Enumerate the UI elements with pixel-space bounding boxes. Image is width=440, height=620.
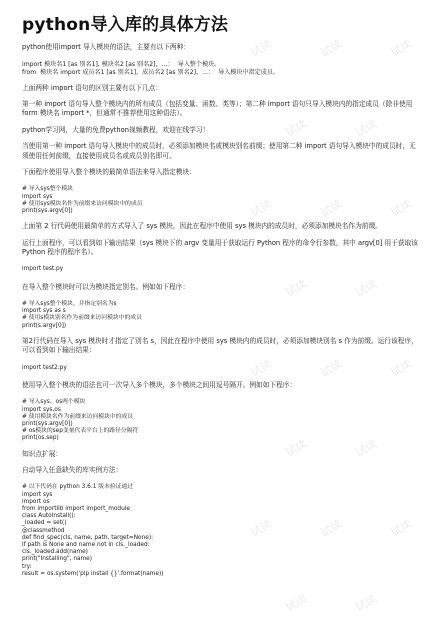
code-line: print(sys.argv[0]) — [22, 420, 73, 427]
watermark: 试读 — [388, 517, 415, 540]
output-line: import test2.py — [22, 364, 67, 371]
code-line: # 使用sys模块名作为前缀来访问模块中的成员 — [22, 200, 143, 207]
code-line: try: — [22, 563, 32, 570]
watermark: 试读 — [353, 592, 380, 615]
watermark: 试读 — [283, 277, 310, 300]
auto-intro: 自动导入任意缺失的库实例方法： — [22, 465, 123, 474]
watermark: 试读 — [388, 197, 415, 220]
extension-heading: 知识点扩展： — [22, 449, 63, 458]
code-line: import sys — [22, 193, 53, 200]
watermark: 试读 — [353, 437, 380, 460]
code-line: import os — [22, 498, 50, 505]
code-line: cls._loaded.add(name) — [22, 549, 88, 556]
diff-heading: 上面两种 import 语句的区别主要有以下几点： — [22, 83, 163, 92]
code-line: print("Installing", name) — [22, 556, 93, 563]
code-line: @classmethod — [22, 527, 65, 534]
diff-paragraph: 第一种 import 语句导入整个模块内的所有成员（包括变量、函数、类等）；第二种 import 语句只导入模块内的指定成员（除非使用 form 模块名 import *，但通常不推荐使用这种语法）。 — [22, 100, 413, 118]
output-block — [22, 365, 418, 372]
code-line: print(os.sep) — [22, 435, 59, 442]
watermark: 试读 — [248, 197, 275, 220]
code-line: import sys,os — [22, 406, 61, 413]
watermark: 试读 — [318, 357, 345, 380]
code-block — [22, 186, 418, 215]
code-line: print(s.argv[0]) — [22, 322, 67, 329]
code-line: import sys — [22, 491, 53, 498]
explain-paragraph: 第2行代码在导入 sys 模块时才指定了别名 s，因此在程序中使用 sys 模块内的成员时，必须添加模块别名 s 作为前缀。运行该程序，可以看到如下输出结果： — [22, 336, 418, 355]
code-block — [22, 301, 418, 330]
code-line: print(sys.argv[0]) — [22, 208, 73, 215]
code-line: # 使用s模块别名作为前缀来访问模块中的成员 — [22, 315, 142, 322]
code-block — [22, 399, 418, 442]
code-line: # 导入sys整个模块 — [22, 186, 73, 193]
code-line: # 使用模块名作为前缀来访问模块中的成员 — [22, 413, 134, 420]
watermark: 试读 — [388, 357, 415, 380]
code-line: if path is None and name not in cls._loaded: — [22, 541, 150, 548]
code-line: result = os.system('pip install {}'.format(name)) — [22, 570, 164, 577]
watermark: 试读 — [283, 437, 310, 460]
watermark: 试读 — [318, 197, 345, 220]
example-intro: 下面程序使用导入整个模块的最简单语法来导入指定模块： — [22, 168, 196, 177]
watermark: 试读 — [318, 517, 345, 540]
watermark: 试读 — [353, 277, 380, 300]
watermark: 试读 — [248, 517, 275, 540]
code-line: # 导入sys、os两个模块 — [22, 399, 86, 406]
watermark: 试读 — [283, 117, 310, 140]
promo-paragraph: python学习网，大量的免费python视频教程，欢迎在线学习！ — [22, 125, 210, 134]
output-block — [22, 266, 418, 273]
code-line: def find_spec(cls, name, path, target=None): — [22, 534, 154, 541]
code-line: # 导入sys整个模块，并指定别名为s — [22, 301, 117, 308]
code-line: # 以下代码在 python 3.6.1 版本验证通过 — [22, 484, 134, 491]
explain-paragraph: 运行上面程序，可以看到如下输出结果（sys 模块下的 argv 变量用于获取运行 Python 程序的命令行参数，其中 argv[0] 用于获取该 Python 程序的程序名）。 — [22, 238, 418, 257]
code-line: # os模块的sep变量代表平台上的路径分隔符 — [22, 428, 139, 435]
syntax-line: import 模块名1 [as 别名1], 模块名2 [as 别名2]，…： 导入整个模块。 — [22, 61, 221, 69]
syntax-line: from 模块名 import 成员名1 [as 别名1]，成员名2 [as 别名2]，…： 导入模块中指定成员。 — [22, 69, 280, 76]
code-line: class AutoInstall(): — [22, 513, 76, 520]
output-line: import test.py — [22, 266, 64, 273]
usage-paragraph: 当使用第一种 import 语句导入模块中的成员时，必须添加模块名或模块别名前缀；使用第二种 import 语句导入模块中的成员时，无须使用任何前缀，直接使用成员名或成员别名即可。 — [22, 142, 416, 160]
code-block — [22, 484, 418, 578]
explain-paragraph: 上面第 2 行代码使用最简单的方式导入了 sys 模块，因此在程序中使用 sys 模块内的成员时，必须添加模块名作为前缀。 — [22, 222, 382, 231]
syntax-block — [22, 61, 418, 76]
code-line: from importlib import import_module — [22, 505, 130, 512]
watermark: 试读 — [388, 37, 415, 60]
watermark: 试读 — [353, 117, 380, 140]
code-line: import sys as s — [22, 308, 66, 315]
multi-intro: 使用导入整个模块的语法也可一次导入多个模块，多个模块之间用逗号隔开。例如如下程序： — [22, 380, 297, 389]
code-line: _loaded = set() — [22, 520, 67, 527]
watermark: 试读 — [248, 37, 275, 60]
watermark: 试读 — [283, 592, 310, 615]
watermark: 试读 — [318, 37, 345, 60]
watermark: 试读 — [248, 357, 275, 380]
page-title: python导入库的具体方法 — [22, 15, 229, 35]
intro-paragraph: python使用import 导入模块的语法，主要有以下两种： — [22, 43, 190, 51]
alias-intro: 在导入整个模块时可以为模块指定别名。例如如下程序： — [22, 282, 190, 291]
